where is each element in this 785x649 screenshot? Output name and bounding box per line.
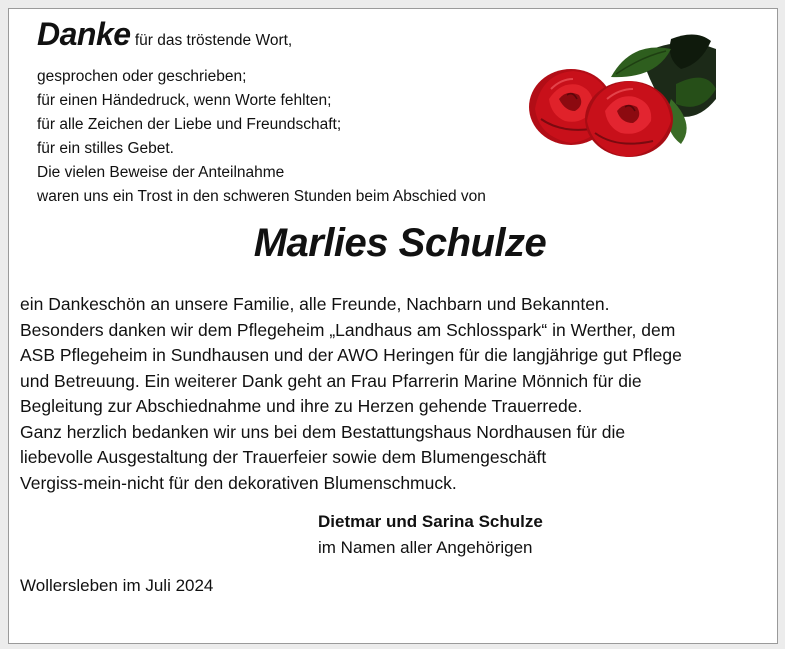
body-line: Ganz herzlich bedanken wir uns bei dem Bestattungshaus Nordhausen für die bbox=[20, 421, 626, 442]
intro-line: für einen Händedruck, wenn Worte fehlten; bbox=[37, 92, 332, 109]
thanks-word: Danke bbox=[37, 16, 131, 52]
intro-line: waren uns ein Trost in den schweren Stunden beim Abschied von bbox=[37, 188, 486, 205]
intro-line: gesprochen oder geschrieben; bbox=[37, 68, 247, 85]
body-line: liebevolle Ausgestaltung der Trauerfeier sowie dem Blumengeschäft bbox=[20, 447, 547, 467]
intro-line: Die vielen Beweise der Anteilnahme bbox=[37, 164, 285, 181]
thanks-heading-rest: für das tröstende Wort, bbox=[134, 32, 293, 49]
signature-block bbox=[318, 509, 543, 561]
thanks-body bbox=[20, 292, 765, 496]
body-line: Vergiss-mein-nicht für den dekorativen Blumenschmuck. bbox=[20, 472, 457, 493]
signature-subtitle: im Namen aller Angehörigen bbox=[318, 538, 533, 557]
body-line: und Betreuung. Ein weiterer Dank geht an Frau Pfarrerin Marine Mönnich für die bbox=[20, 370, 642, 391]
intro-text bbox=[37, 65, 486, 209]
red-roses-icon bbox=[521, 29, 717, 159]
deceased-name: Marlies Schulze bbox=[253, 221, 547, 265]
intro-line: für alle Zeichen der Liebe und Freundschaft; bbox=[37, 116, 342, 133]
thanks-heading bbox=[37, 16, 293, 52]
body-line: Besonders danken wir dem Pflegeheim „Landhaus am Schlosspark“ in Werther, dem bbox=[20, 319, 676, 340]
signature-names: Dietmar und Sarina Schulze bbox=[318, 512, 543, 531]
body-line: ein Dankeschön an unsere Familie, alle Freunde, Nachbarn und Bekannten. bbox=[20, 294, 610, 314]
place-and-date: Wollersleben im Juli 2024 bbox=[20, 576, 214, 595]
body-line: Begleitung zur Abschiednahme und ihre zu Herzen gehende Trauerrede. bbox=[20, 396, 583, 416]
obituary-card bbox=[8, 8, 778, 644]
intro-line: für ein stilles Gebet. bbox=[37, 140, 174, 157]
body-line: ASB Pflegeheim in Sundhausen und der AWO Heringen für die langjährige gut Pflege bbox=[20, 345, 682, 365]
